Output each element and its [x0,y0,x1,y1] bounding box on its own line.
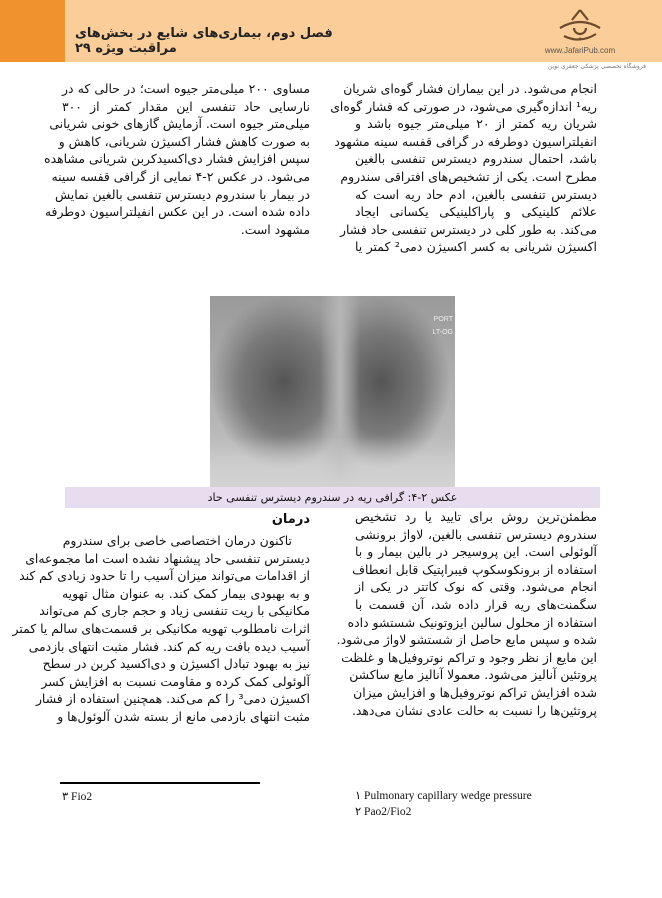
text-line: مطمئن‌ترین روش برای تایید یا رد تشخیص [355,509,597,524]
text-line: به صورت کاهش فشار اکسیژن شریانی، کاهش و [58,133,310,149]
text-line: علائم کلینیکی و پاراکلینیکی یکسانی ایجاد [355,204,597,220]
text-line: استفاده از محلول سالین ایزوتونیک شستشو داده [347,614,597,630]
text-line: اکسیژن شریانی به کسر اکسیژن دمی² کمتر یا [355,239,597,255]
text-line: نارسایی حاد تنفسی این مقدار کمتر از ۳۰۰ [62,98,310,114]
text-line: مکانیکی با ریت تنفسی زیاد و حجم جاری کم می‌تواند [39,603,310,619]
text-line: مشهود است. [240,221,310,237]
text-line: می‌کند. به طور کلی در دیسترس تنفسی حاد فشار [340,221,597,237]
text-line: آلوئولی کمک کرده و مقاومت نسبت به افزایش کسر [41,673,310,689]
text-line: این مایع از نظر وجود و تراکم نوتروفیل‌ها و غلظت [341,649,597,665]
text-line: شده و سپس مایع حاصل از شستشو لاواژ می‌شود. [336,632,597,648]
text-line: شریان ریه کمتر از ۲۰ میلی‌متر جیوه باشد و [355,116,597,132]
chapter-title: فصل دوم، بیماری‌های شایع در بخش‌های مراقبت ویژه ۲۹ [75,26,333,56]
text-line: تاکنون درمان اختصاصی خاصی برای سندروم [62,533,292,548]
text-line: در بیمار با سندروم دیسترس تنفسی بالغین نمایش [54,186,310,202]
text-line: و به بهبودی بیمار کمک کند. به عنوان مثال تهویه [62,585,310,601]
text-line: انفیلتراسیون دوطرفه در گرافی قفسه سینه مشهود [334,133,597,149]
text-line: سندروم دیسترس تنفسی بالغین، لاواژ برونشی [355,526,597,542]
text-line: آسیب دیده بافت ریه کم کند. فشار مثبت انتهای بازدمی [28,638,310,654]
text-line: مطرح است. یکی از تشخیص‌های افتراقی سندروم [340,168,597,184]
publisher-logo [540,6,620,60]
text-line: سگمنت‌های ریه قرار داده شد، آن قسمت با [355,596,597,612]
text-line: آلوئولی است. این پروسیجر در بالین بیمار و با [355,544,597,560]
top-left-column [44,80,310,238]
text-line: می‌شود. در عکس ۲-۴ نمایی از گرافی قفسه سینه [51,168,310,184]
page-header [0,0,662,70]
text-line: مثبت انتهای بازدمی مانع از بسته شدن آلوئول‌ها و [57,708,310,724]
text-line: از اقدامات می‌تواند میزان آسیب را تا حدود زیادی کم کند [19,568,310,584]
text-line: اکسیژن دمی³ را کم می‌کند. همچنین استفاده از فشار [35,691,310,707]
text-line: انجام می‌شود. در این بیماران فشار گوه‌ای شریان [343,81,597,96]
xray-base [210,437,455,487]
top-right-column [330,80,597,256]
text-line: پروتئین‌ها را نسبت به حالت عادی نشان می‌دهد. [351,702,597,718]
section-heading-treatment: درمان [271,512,310,527]
logo-icon [550,6,610,46]
text-line: دیسترس تنفسی حاد پیشنهاد نشده است اما مجموعه‌ای [25,550,310,566]
text-line: داده شده است. در این عکس انفیلتراسیون دوطرفه [44,204,310,220]
text-line: باشد، احتمال سندروم دیسترس تنفسی بالغین [355,151,597,167]
text-line: پروتئین آنالیز می‌شود. معمولا آنالیز مایع ساکشن [349,667,597,683]
store-name: فروشگاه تخصصی پزشکی جعفری نوین [548,63,646,70]
text-line: ریه¹ اندازه‌گیری می‌شود، در صورتی که فشار گوه‌ای [330,98,597,114]
footnote-divider [60,782,260,784]
footnote: ۲ Pao2/Fio2 [355,806,412,818]
text-line: اثرات نامطلوب تهویه مکانیکی بر قسمت‌های سالم یا کمتر [12,620,310,636]
text-line: نیز به بهبود تبادل اکسیژن و دی‌اکسید کربن در سطح [42,656,310,672]
xray-label: PORT [433,316,453,323]
header-accent-block [0,0,65,62]
treatment-column [12,532,310,726]
figure-caption: عکس ۲-۴: گرافی ریه در سندروم دیسترس تنفسی حاد [65,487,600,508]
xray-label: LT-OG [432,329,453,336]
text-line: استفاده از برونکوسکوپ فیبراپتیک قابل انعطاف [352,561,597,577]
text-line: دیسترس تنفسی بالغین، ادم حاد ریه است که [355,186,597,202]
bottom-right-column [336,508,597,719]
footnote: ۳ Fio2 [62,791,93,803]
text-line: مساوی ۲۰۰ میلی‌متر جیوه است؛ در حالی که در [62,81,310,96]
footnote: ۱ Pulmonary capillary wedge pressure [355,790,532,802]
text-line: انجام می‌شود. وقتی که نوک کاتتر در یکی از [355,579,597,595]
text-line: شده افزایش تراکم نوتروفیل‌ها و افزایش میزان [353,684,597,700]
chest-xray-image [210,296,455,487]
text-line: میلی‌متر جیوه است. آزمایش گازهای خونی شریانی [49,116,310,132]
text-line: سپس افزایش فشار دی‌اکسیدکربن شریانی مشاهده [44,151,310,167]
logo-url: www.JafariPub.com [544,46,616,55]
